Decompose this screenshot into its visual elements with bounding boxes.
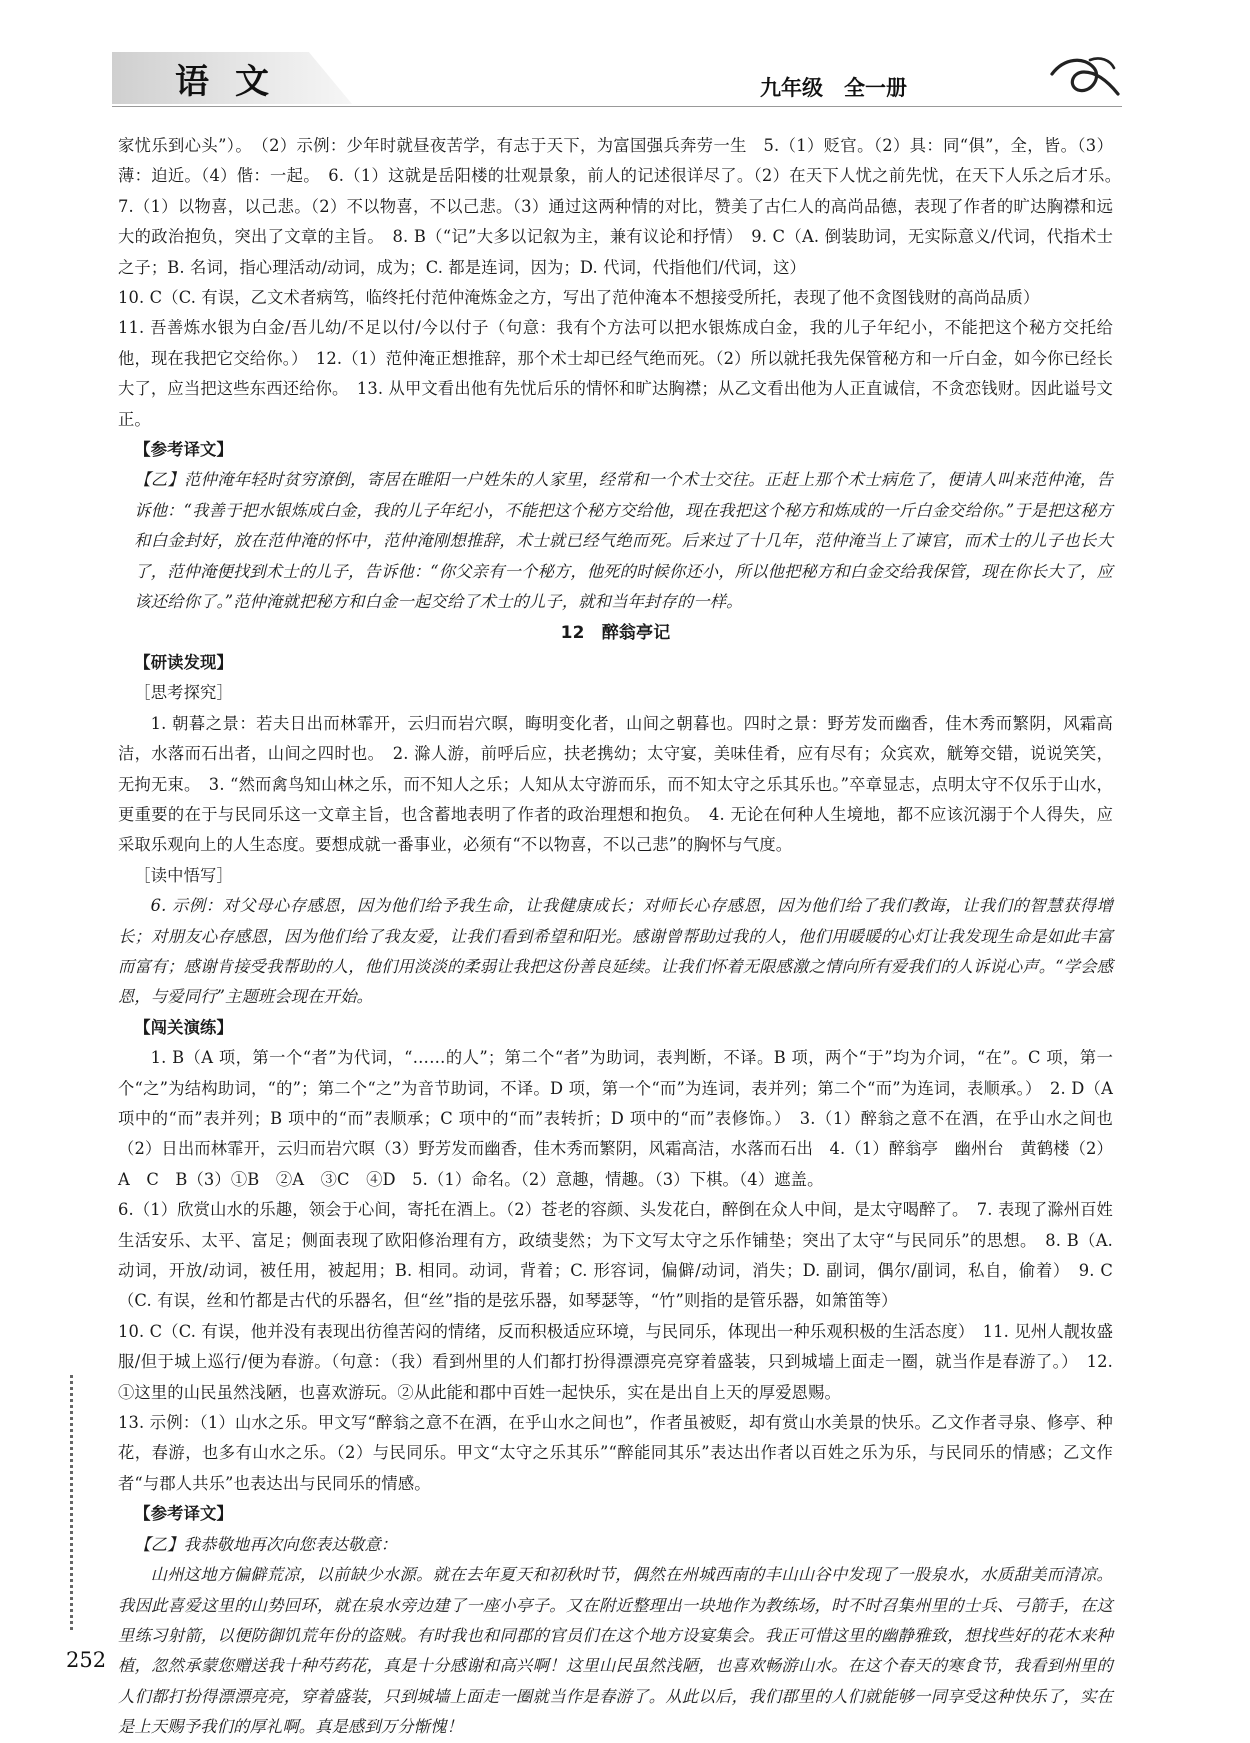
answer-paragraph: 1. 朝暮之景：若夫日出而林霏开，云归而岩穴暝，晦明变化者，山间之朝暮也。四时之景：野芳发而幽香，佳木秀而繁阴，风霜高洁，水落而石出者，山间之四时也。 2. 滁人游，前呼后应，扶老携幼；太守宴，美味佳肴，应有尽有；众宾欢，觥筹交错，说说笑笑，无拘无束。 3. “然而禽鸟知山林之乐，而不知人之乐；人知从太守游而乐，而不知太守之乐其乐也。”卒章显志，点明太守不仅乐于山水，更重要的在于与民同乐这一文章主旨，也含蓄地表明了作者的政治理想和抱负。 4. 无论在何种人生境地，都不应该沉溺于个人得失，应采取乐观向上的人生态度。要想成就一番事业，必须有“不以物喜，不以己悲”的胸怀与气度。 [118, 713, 1113, 855]
chapter-title: 12 醉翁亭记 [560, 622, 671, 643]
grade-label: 九年级 全一册 [760, 76, 907, 100]
answer-paragraph: 10. C（C. 有误，他并没有表现出彷徨苦闷的情绪，反而积极适应环境，与民同乐，体现出一种乐观积极的生活态度） 11. 见州人靓妆盛服/但于城上巡行/便为春游。（句意：（我）看到州里的人们都打扮得漂漂亮亮穿着盛装，只到城墙上面走一圈，就当作是春游了。） 12. ①这里的山民虽然浅陋，也喜欢游玩。②从此能和郡中百姓一起快乐，实在是出自上天的厚爱恩赐。 [118, 1321, 1113, 1402]
reference-translation-label: 【参考译文】 [134, 440, 233, 460]
header-rule [112, 106, 1122, 107]
reference-translation-label: 【参考译文】 [134, 1504, 233, 1524]
page-header [0, 0, 1250, 120]
answer-paragraph: 11. 吾善炼水银为白金/吾儿幼/不足以付/今以付子（句意：我有个方法可以把水银炼成白金，我的儿子年纪小，不能把这个秘方交托给他，现在我把它交给你。） 12.（1）范仲淹正想推辞，那个术士却已经气绝而死。（2）所以就托我先保管秘方和一斤白金，如今你已经长大了，应当把这些东西还给你。 13. 从甲文看出他有先忧后乐的情怀和旷达胸襟；从乙文看出他为人正直诚信，不贪恋钱财。因此谥号文正。 [118, 318, 1113, 429]
answer-paragraph: 10. C（C. 有误，乙文术者病笃，临终托付范仲淹炼金之方，写出了范仲淹本不想接受所托，表现了他不贪图钱财的高尚品质） [118, 288, 1040, 308]
margin-dotted-rule [70, 1375, 73, 1630]
subject-title: 语文 [175, 62, 295, 102]
research-label: 【研读发现】 [134, 652, 233, 672]
think-label: ［思考探究］ [134, 683, 233, 703]
answer-paragraph: 6.（1）欣赏山水的乐趣，领会于心间，寄托在酒上。（2）苍老的容颜、头发花白，醉倒在众人中间，是太守喝醉了。 7. 表现了滁州百姓生活安乐、太平、富足；侧面表现了欧阳修治理有方，政绩斐然；为下文写太守之乐作铺垫；突出了太守“与民同乐”的思想。 8. B（A. 动词，开放/动词，被任用，被起用；B. 相同。动词，背着；C. 形容词，偏僻/动词，消失；D. 副词，偶尔/副词，私自，偷着） 9. C（C. 有误，丝和竹都是古代的乐器名，但“丝”指的是弦乐器，如琴瑟等，“竹”则指的是管乐器，如箫笛等） [118, 1200, 1113, 1311]
page-number: 252 [66, 1648, 107, 1672]
publisher-logo-icon [1050, 54, 1120, 100]
practice-label: 【闯关演练】 [134, 1017, 233, 1037]
reference-translation: 山州这地方偏僻荒凉，以前缺少水源。就在去年夏天和初秋时节，偶然在州城西南的丰山山谷中发现了一股泉水，水质甜美而清凉。我因此喜爱这里的山势回环，就在泉水旁边建了一座小亭子。又在附近整理出一块地作为教练场，时不时召集州里的士兵、弓箭手，在这里练习射箭，以便防御饥荒年份的盗贼。有时我也和同郡的官员们在这个地方设宴集会。我正可惜这里的幽静雅致，想找些好的花木来种植，忽然承蒙您赠送我十种芍药花，真是十分感谢和高兴啊！这里山民虽然浅陋，也喜欢畅游山水。在这个春天的寒食节，我看到州里的人们都打扮得漂漂亮亮，穿着盛装，只到城墙上面走一圈就当作是春游了。从此以后，我们郡里的人们就能够一同享受这种快乐了，实在是上天赐予我们的厚礼啊。真是感到万分惭愧！ [118, 1565, 1113, 1737]
answer-paragraph: 13. 示例：（1）山水之乐。甲文写“醉翁之意不在酒，在乎山水之间也”，作者虽被贬，却有赏山水美景的快乐。乙文作者寻泉、修亭、种花，春游，也多有山水之乐。（2）与民同乐。甲文“太守之乐其乐”“醉能同其乐”表达出作者以百姓之乐为乐，与民同乐的情感；乙文作者“与郡人共乐”也表达出与民同乐的情感。 [118, 1413, 1113, 1493]
answer-paragraph: 1. B（A 项，第一个“者”为代词，“……的人”；第二个“者”为助词，表判断，不译。B 项，两个“于”均为介词，“在”。C 项，第一个“之”为结构助词，“的”；第二个“之”为音节助词，不译。D 项，第一个“而”为连词，表并列；第二个“而”为连词，表顺承。） 2. D（A 项中的“而”表并列；B 项中的“而”表顺承；C 项中的“而”表转折；D 项中的“而”表修饰。） 3.（1）醉翁之意不在酒，在乎山水之间也（2）日出而林霏开，云归而岩穴暝（3）野芳发而幽香，佳木秀而繁阴，风霜高洁，水落而石出 4.（1）醉翁亭 幽州台 黄鹤楼（2）A C B（3）①B ②A ③C ④D 5.（1）命名。（2）意趣，情趣。（3）下棋。（4）遮盖。 [118, 1048, 1113, 1189]
answer-content [118, 131, 1130, 1743]
answer-paragraph: 家忧乐到心头”）。 （2）示例：少年时就昼夜苦学，有志于天下，为富国强兵奔劳一生 5.（1）贬官。（2）具：同“俱”，全，皆。（3）薄：迫近。（4）偕：一起。 6.（1）这就是岳阳楼的壮观景象，前人的记述很详尽了。（2）在天下人忧之前先忧，在天下人乐之后才乐。 7.（1）以物喜，以己悲。（2）不以物喜，不以己悲。（3）通过这两种情的对比，赞美了古仁人的高尚品德，表现了作者的旷达胸襟和远大的政治抱负，突出了文章的主旨。 8. B（“记”大多以记叙为主，兼有议论和抒情） 9. C（A. 倒装助词，无实际意义/代词，代指术士之子；B. 名词，指心理活动/动词，成为；C. 都是连词，因为；D. 代词，代指他们/代词，这） [118, 136, 1130, 277]
answer-paragraph: 6. 示例：对父母心存感恩，因为他们给予我生命，让我健康成长；对师长心存感恩，因为他们给了我们教诲，让我们的智慧获得增长；对朋友心存感恩，因为他们给了我友爱，让我们看到希望和阳光。感谢曾帮助过我的人，他们用暖暖的心灯让我发现生命是如此丰富而富有；感谢肯接受我帮助的人，他们用淡淡的柔弱让我把这份善良延续。让我们怀着无限感激之情向所有爱我们的人诉说心声。“学会感恩，与爱同行”主题班会现在开始。 [118, 896, 1113, 1007]
reference-translation: 【乙】我恭敬地再次向您表达敬意： [134, 1534, 398, 1554]
read-write-label: ［读中悟写］ [134, 865, 233, 885]
reference-translation: 【乙】范仲淹年轻时贫穷潦倒，寄居在睢阳一户姓朱的人家里，经常和一个术士交往。正赶上那个术士病危了，便请人叫来范仲淹，告诉他：“我善于把水银炼成白金，我的儿子年纪小，不能把这个秘方交给他，现在我把这个秘方和炼成的一斤白金交给你。”于是把这秘方和白金封好，放在范仲淹的怀中，范仲淹刚想推辞，术士就已经气绝而死。后来过了十几年，范仲淹当上了谏官，而术士的儿子也长大了，范仲淹便找到术士的儿子，告诉他：“你父亲有一个秘方，他死的时候你还小，所以他把秘方和白金交给我保管，现在你长大了，应该还给你了。”范仲淹就把秘方和白金一起交给了术士的儿子，就和当年封存的一样。 [134, 470, 1113, 612]
